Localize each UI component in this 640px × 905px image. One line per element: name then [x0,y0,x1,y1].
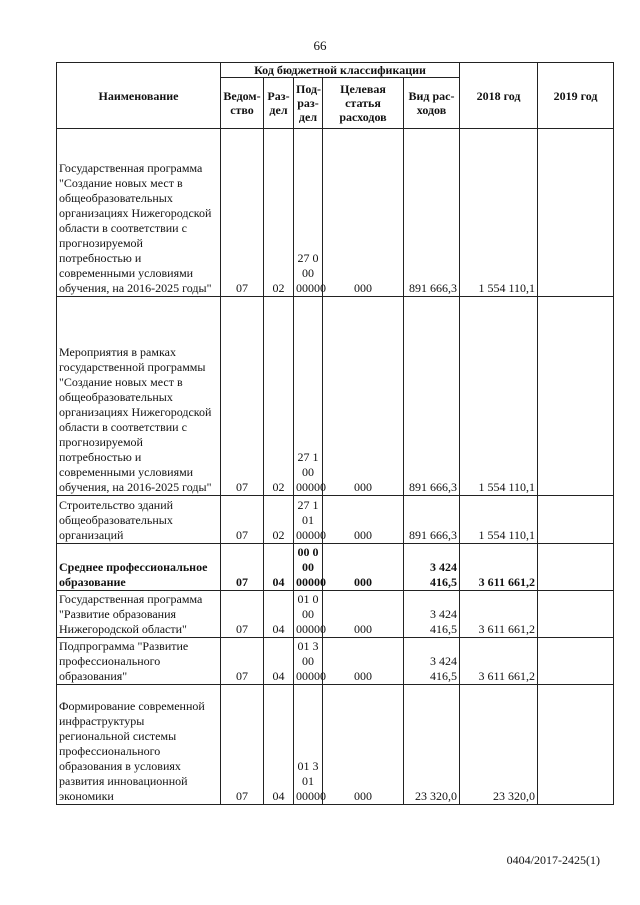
table-row [57,638,614,685]
row-vedomstvo: 07 [221,638,264,685]
row-vedomstvo: 07 [221,129,264,297]
row-podrazdel: 27 1 01 00000 [294,496,323,544]
row-vid: 3 424 416,5 [404,544,460,591]
row-razdel: 02 [264,496,294,544]
row-podrazdel: 01 3 00 00000 [294,638,323,685]
row-name: Формирование современной инфраструктуры региональной системы профессионального образования в условиях развития инновационной экономики [57,685,221,805]
row-2018: 23 320,0 [460,685,538,805]
row-razdel: 04 [264,591,294,638]
row-2019 [538,544,614,591]
header-vid: Вид рас-ходов [404,78,460,129]
header-name: Наименование [57,63,221,129]
row-vid: 3 424 416,5 [404,638,460,685]
row-celevaya: 000 [323,638,404,685]
header-2019: 2019 год [538,63,614,129]
row-podrazdel: 01 3 01 00000 [294,685,323,805]
row-vid: 3 424 416,5 [404,591,460,638]
row-2018: 3 611 661,2 [460,638,538,685]
row-vedomstvo: 07 [221,591,264,638]
header-vedomstvo: Ведом-ство [221,78,264,129]
row-vid: 891 666,3 [404,297,460,496]
row-vedomstvo: 07 [221,544,264,591]
row-name: Подпрограмма "Развитие профессионального образования" [57,638,221,685]
page-number: 66 [313,38,327,53]
header-celevaya: Целевая статья расходов [323,78,404,129]
row-vid: 23 320,0 [404,685,460,805]
header-podrazdel: Под-раз-дел [294,78,323,129]
row-name: Мероприятия в рамках государственной программы "Создание новых мест в общеобразовательных организациях Нижегородской области в соответствии с прогнозируемой потребностью и современными условиями обучения, на 2016-2025 годы" [57,297,221,496]
row-2018: 1 554 110,1 [460,297,538,496]
row-vedomstvo: 07 [221,685,264,805]
row-2018: 1 554 110,1 [460,129,538,297]
table-row [57,297,614,496]
table-row [57,544,614,591]
row-vid: 891 666,3 [404,496,460,544]
table-row [57,591,614,638]
row-celevaya: 000 [323,591,404,638]
table-row [57,685,614,805]
row-podrazdel: 01 0 00 00000 [294,591,323,638]
row-name: Государственная программа "Развитие образования Нижегородской области" [57,591,221,638]
header-2018: 2018 год [460,63,538,129]
row-vedomstvo: 07 [221,496,264,544]
row-name: Строительство зданий общеобразовательных организаций [57,496,221,544]
row-podrazdel: 27 0 00 00000 [294,129,323,297]
row-celevaya: 000 [323,297,404,496]
header-code-group: Код бюджетной классификации [221,63,460,78]
row-2018: 3 611 661,2 [460,544,538,591]
row-celevaya: 000 [323,685,404,805]
row-celevaya: 000 [323,544,404,591]
table-row [57,496,614,544]
header-razdel: Раз-дел [264,78,294,129]
row-name: Среднее профессиональное образование [57,544,221,591]
budget-table [56,62,614,805]
row-2019 [538,496,614,544]
row-razdel: 02 [264,129,294,297]
row-2019 [538,129,614,297]
row-vid: 891 666,3 [404,129,460,297]
row-2019 [538,297,614,496]
row-podrazdel: 00 0 00 00000 [294,544,323,591]
row-2019 [538,685,614,805]
row-razdel: 04 [264,544,294,591]
row-2018: 1 554 110,1 [460,496,538,544]
row-podrazdel: 27 1 00 00000 [294,297,323,496]
table-row [57,129,614,297]
row-2019 [538,591,614,638]
row-celevaya: 000 [323,129,404,297]
row-vedomstvo: 07 [221,297,264,496]
row-razdel: 04 [264,638,294,685]
row-razdel: 04 [264,685,294,805]
row-name: Государственная программа "Создание новых мест в общеобразовательных организациях Нижегородской области в соответствии с прогнозируемой потребностью и современными условиями обучения, на 2016-2025 годы" [57,129,221,297]
row-2018: 3 611 661,2 [460,591,538,638]
document-code: 0404/2017-2425(1) [506,853,600,867]
row-razdel: 02 [264,297,294,496]
row-celevaya: 000 [323,496,404,544]
row-2019 [538,638,614,685]
